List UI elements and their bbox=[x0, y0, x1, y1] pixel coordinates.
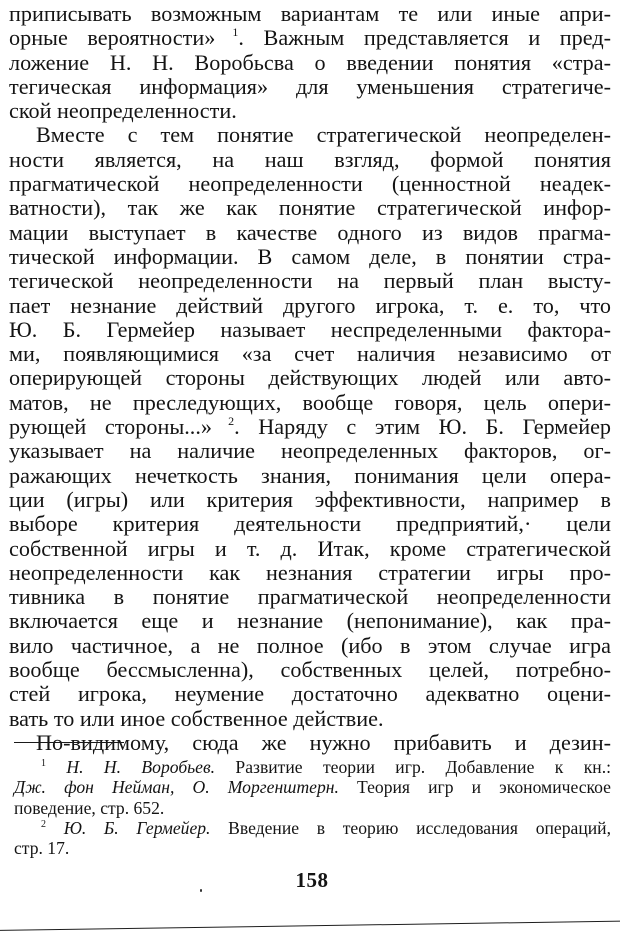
body-line-text: приписывать возможным вариантам те или иные апри- bbox=[9, 1, 611, 26]
body-line bbox=[9, 75, 611, 99]
footnote-1-author: Н. Н. Воробьев. bbox=[66, 757, 216, 777]
body-line-text: мации выступает в качестве одного из видов прагма- bbox=[9, 219, 611, 245]
footnote-2-marker: 2 bbox=[41, 818, 46, 830]
body-line bbox=[9, 123, 611, 147]
body-line bbox=[9, 391, 611, 415]
body-line-text: включается еще и незнание (непонимание), как пра- bbox=[9, 608, 611, 634]
page-number-text: 158 bbox=[295, 868, 329, 892]
body-line-text: тегической неопределенности на первый план высту- bbox=[9, 268, 611, 294]
footnote-separator bbox=[14, 742, 124, 743]
footnote-2-line-1 bbox=[14, 818, 611, 838]
body-line bbox=[9, 561, 611, 585]
body-line bbox=[9, 585, 611, 609]
body-line-text: прагматической неопределенности (ценностной неадек- bbox=[9, 171, 611, 197]
body-line-text: пает незнание действий другого игрока, т. е. то, что bbox=[9, 292, 611, 318]
body-line bbox=[9, 682, 611, 706]
body-line-text: ции (игры) или критерия эффективности, например в bbox=[9, 486, 611, 512]
body-line-text: указывает на наличие неопределенных факторов, ог- bbox=[9, 438, 611, 464]
body-line-text: ми, появляющимися «за счет наличия независимо от bbox=[9, 341, 611, 367]
body-line-text: вать то или иное собственное действие. bbox=[9, 705, 384, 731]
body-line-text: стей игрока, неумение достаточно адекватно оцени- bbox=[9, 681, 611, 707]
body-line-text: ложение Н. Н. Воробьсва о введении понятия «стра- bbox=[9, 49, 611, 75]
body-line bbox=[9, 512, 611, 536]
body-line-text-continued: . Наряду с этим Ю. Б. Гермейер bbox=[234, 414, 612, 440]
body-line bbox=[9, 2, 611, 26]
scan-edge-line bbox=[0, 921, 620, 931]
body-line bbox=[9, 415, 611, 439]
footnote-1-text-b: Теория игр и экономическое bbox=[338, 777, 611, 798]
body-line bbox=[9, 245, 611, 269]
body-line bbox=[9, 439, 611, 463]
body-line-text: неопределенности как незнания стратегии игры про- bbox=[9, 559, 611, 585]
body-line-text: вообще бессмысленна), собственных целей, потребно- bbox=[9, 657, 611, 683]
body-line-text: рующей стороны...» bbox=[9, 414, 212, 440]
footnote-1-line-2 bbox=[14, 777, 611, 797]
body-line bbox=[9, 26, 611, 50]
body-line bbox=[9, 609, 611, 633]
body-line-text: орные вероятности» bbox=[9, 25, 216, 51]
body-line bbox=[9, 196, 611, 220]
body-line bbox=[9, 488, 611, 512]
footnote-2-author: Ю. Б. Гермейер. bbox=[63, 817, 211, 838]
body-line bbox=[9, 99, 611, 123]
body-line bbox=[9, 294, 611, 318]
body-line bbox=[9, 366, 611, 390]
body-line bbox=[9, 172, 611, 196]
footnote-2-line-2: стр. 17. bbox=[14, 838, 70, 859]
footnotes bbox=[14, 757, 611, 858]
body-line-text: ватности), так же как понятие стратегической инфор- bbox=[9, 195, 611, 221]
footnote-1-line-3: поведение, стр. 652. bbox=[14, 797, 165, 818]
body-line-text: вило частичное, а не полное (ибо в этом случае игра bbox=[9, 632, 611, 658]
body-line bbox=[9, 658, 611, 682]
footnote-1-authors-b: Дж. фон Нейман, О. Моргенштерн. bbox=[14, 777, 339, 798]
body-line-text: ности является, на наш взгляд, формой понятия bbox=[9, 146, 611, 172]
body-line bbox=[9, 148, 611, 172]
body-line bbox=[9, 707, 611, 731]
footnote-reference[interactable]: 2 bbox=[228, 414, 235, 429]
body-line-text: тической информации. В самом деле, в понятии стра- bbox=[9, 243, 611, 269]
body-line-text-continued: . Важным представляется и пред- bbox=[238, 25, 611, 51]
body-line-text: Ю. Б. Гермейер называет неспределенными фактора- bbox=[9, 316, 611, 342]
body-line bbox=[9, 537, 611, 561]
body-text bbox=[9, 2, 611, 755]
body-line-text: собственной игры и т. д. Итак, кроме стратегической bbox=[9, 535, 611, 561]
body-line bbox=[9, 318, 611, 342]
body-line bbox=[9, 464, 611, 488]
body-line-text: тегическая информация» для уменьшения стратегиче- bbox=[9, 73, 611, 99]
footnote-2-text-a: Введение в теорию исследования операций, bbox=[210, 817, 611, 838]
page-number bbox=[0, 868, 620, 893]
body-line-text: оперирующей стороны действующих людей или авто- bbox=[9, 365, 611, 391]
footnote-reference[interactable]: 1 bbox=[232, 25, 239, 40]
body-line-text: матов, не преследующих, вообще говоря, цель опери- bbox=[9, 389, 611, 415]
body-line bbox=[9, 51, 611, 75]
body-line bbox=[9, 731, 611, 755]
body-line-text: ской неопределенности. bbox=[9, 98, 237, 124]
footnote-1-marker: 1 bbox=[41, 758, 46, 769]
body-line-text: По-видимому, сюда же нужно прибавить и дезин- bbox=[36, 729, 611, 755]
body-line bbox=[9, 634, 611, 658]
body-line-text: тивника в понятие прагматической неопределенности bbox=[9, 584, 611, 610]
footnote-1-text-a: Развитие теории игр. Добавление к кн.: bbox=[215, 757, 611, 777]
body-line-text: ражающих нечеткость знания, понимания цели опера- bbox=[9, 462, 611, 488]
body-line bbox=[9, 269, 611, 293]
body-line-text: выборе критерия деятельности предприятий,· цели bbox=[9, 511, 611, 537]
body-line bbox=[9, 342, 611, 366]
body-line bbox=[9, 221, 611, 245]
footnote-1-line-1 bbox=[14, 757, 611, 777]
body-line-text: Вместе с тем понятие стратегической неопределен- bbox=[36, 122, 611, 148]
